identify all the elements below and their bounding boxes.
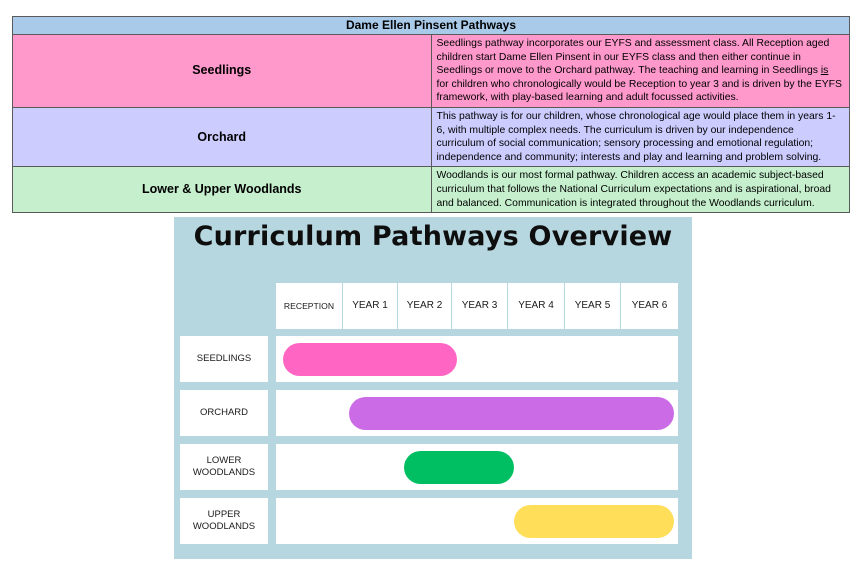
- pathway-track-upper-woodlands: [276, 498, 678, 544]
- pathway-description-seedlings: [431, 35, 850, 108]
- table-row-orchard: [13, 107, 850, 166]
- description-text-part: for children who chronologically would be Reception to year 3 and is driven by the EYFS framework, with play-based learning and adult focussed activities.: [436, 78, 842, 104]
- pathway-label-upper-woodlands: UPPER WOODLANDS: [180, 498, 268, 544]
- year-header-year-5: YEAR 5: [564, 283, 620, 329]
- year-header-year-6: YEAR 6: [620, 283, 678, 329]
- description-text-part: Seedlings pathway incorporates our EYFS and assessment class. All Reception aged children start Dame Ellen Pinsent in our EYFS class and then either continue in Seedlings or move to the Orchard pathway. The teaching and learning in Seedlings: [436, 38, 830, 77]
- year-header-row: [276, 283, 678, 329]
- pathway-name-woodlands: Lower & Upper Woodlands: [13, 167, 432, 213]
- pathway-description-orchard: This pathway is for our children, whose chronological age would place them in years 1-6, with multiple complex needs. The curriculum is driven by our independence curriculum of social communication; sensory processing and emotional regulation; independence and community; interests and play and learning and problem solving.: [431, 107, 850, 166]
- pathway-label-lower-woodlands: LOWER WOODLANDS: [180, 444, 268, 490]
- pathways-overview-graphic: [174, 217, 692, 559]
- pathway-label-orchard: ORCHARD: [180, 390, 268, 436]
- table-row-seedlings: [13, 35, 850, 108]
- pathway-track-orchard: [276, 390, 678, 436]
- pathway-label-seedlings: SEEDLINGS: [180, 336, 268, 382]
- year-header-year-2: YEAR 2: [397, 283, 451, 329]
- pathway-name-orchard: Orchard: [13, 107, 432, 166]
- pathway-track-lower-woodlands: [276, 444, 678, 490]
- table-heading: Dame Ellen Pinsent Pathways: [13, 17, 850, 35]
- year-header-reception: RECEPTION: [283, 301, 335, 311]
- pathway-bar-seedlings: [283, 343, 457, 376]
- pathway-bar-upper-woodlands: [514, 505, 674, 538]
- pathway-bar-lower-woodlands: [404, 451, 514, 484]
- pathway-name-seedlings: Seedlings: [13, 35, 432, 108]
- overview-title: Curriculum Pathways Overview: [193, 221, 673, 252]
- pathway-track-seedlings: [276, 336, 678, 382]
- year-header-year-4: YEAR 4: [507, 283, 564, 329]
- pathway-description-woodlands: Woodlands is our most formal pathway. Children access an academic subject-based curriculum that follows the National Curriculum expectations and is aspirational, broad and balanced. Communication is integrated throughout the Woodlands curriculum.: [431, 167, 850, 213]
- table-row-woodlands: [13, 167, 850, 213]
- description-underlined-word: is: [820, 65, 829, 77]
- year-header-year-3: YEAR 3: [451, 283, 507, 329]
- year-header-year-1: YEAR 1: [342, 283, 397, 329]
- pathways-table: [12, 16, 850, 213]
- pathway-bar-orchard: [349, 397, 674, 430]
